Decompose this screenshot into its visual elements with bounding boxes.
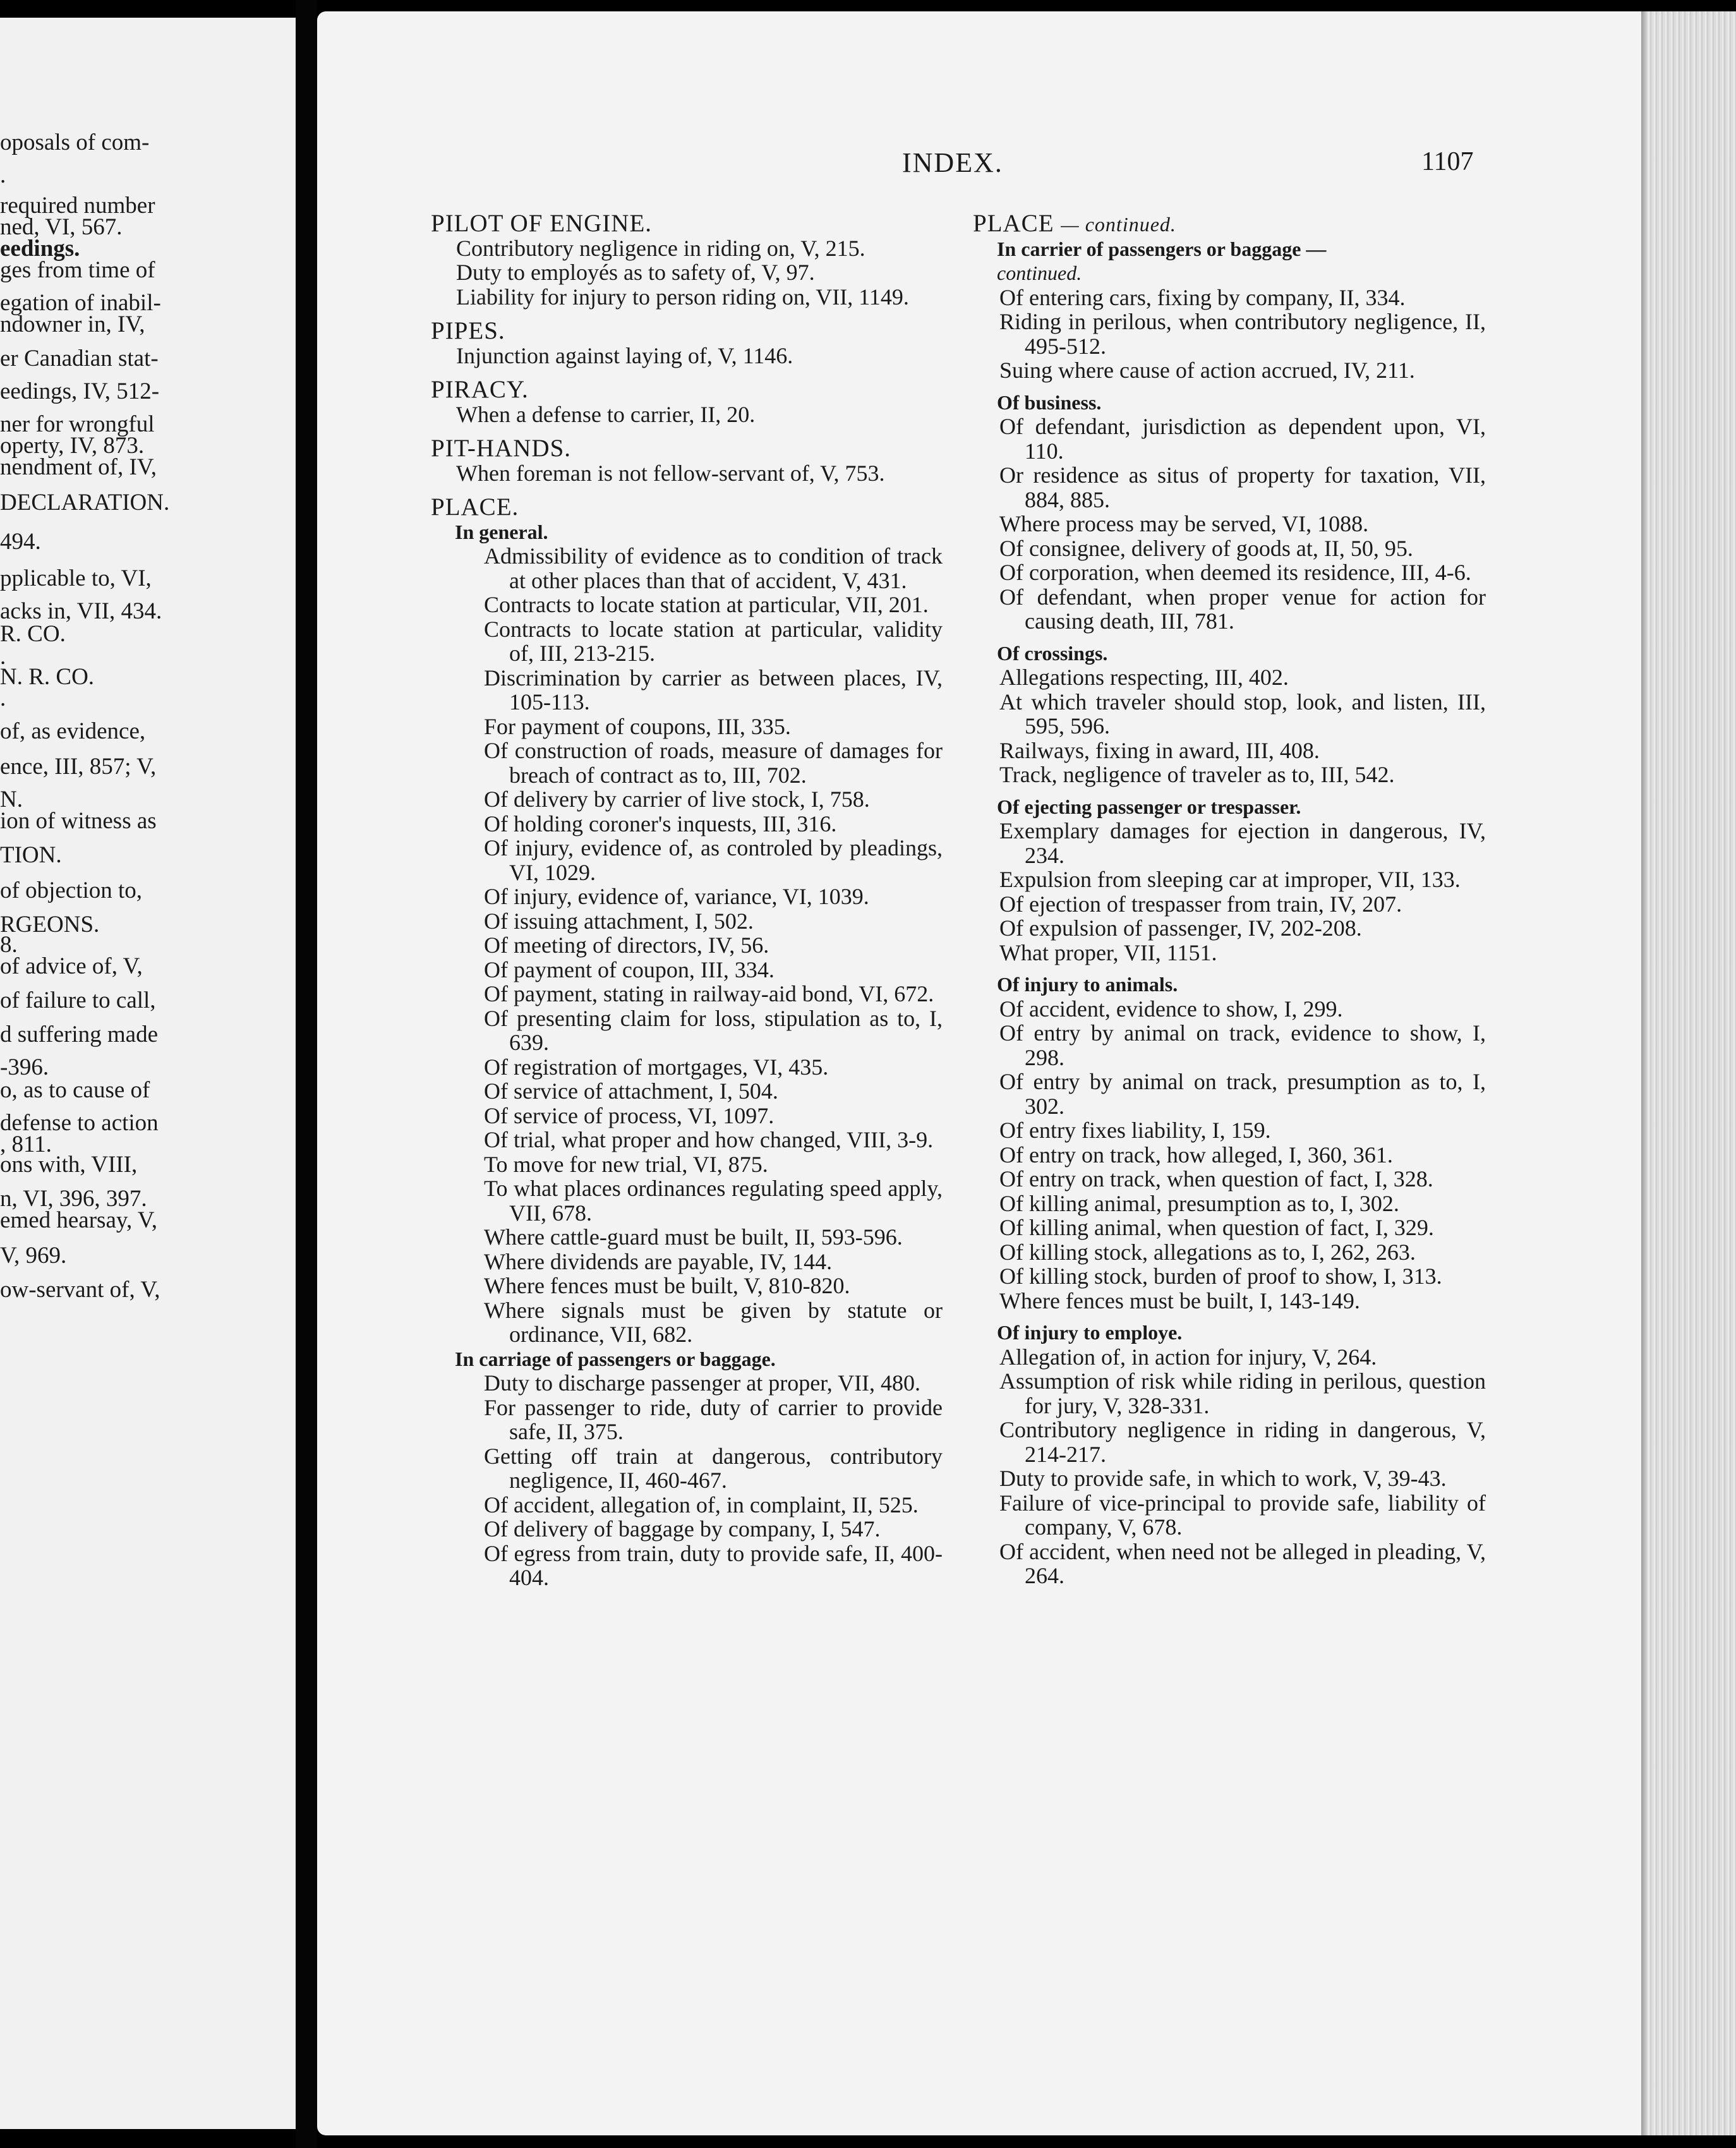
- index-subheading-text: Of business.: [997, 390, 1102, 414]
- left-page-fragment: n, VI, 396, 397.: [0, 1186, 147, 1212]
- index-entry: For payment of coupons, III, 335.: [484, 713, 791, 739]
- index-entry: Contracts to locate station at particular, validity of, III, 213-215.: [484, 616, 943, 666]
- index-entry: Suing where cause of action accrued, IV, 211.: [999, 358, 1415, 383]
- index-entry: Where process may be served, VI, 1088.: [999, 511, 1369, 536]
- left-page-fragment: .: [0, 644, 6, 670]
- left-page-fragment: V, 969.: [0, 1243, 67, 1269]
- index-entry: Of egress from train, duty to provide safe, II, 400-404.: [484, 1540, 943, 1590]
- index-entry: Contributory negligence in riding in dangerous, V, 214-217.: [999, 1417, 1486, 1467]
- index-entry: Of delivery by carrier of live stock, I, 758.: [484, 787, 870, 812]
- left-page-fragment: N. R. CO.: [0, 664, 95, 690]
- left-page-fragment: ons with, VIII,: [0, 1152, 138, 1178]
- index-entry: Admissibility of evidence as to condition of track at other places than that of accident, V, 431.: [484, 543, 943, 593]
- index-entry: Where fences must be built, I, 143-149.: [999, 1288, 1360, 1313]
- index-entry: Of consignee, delivery of goods at, II, 50, 95.: [999, 535, 1413, 561]
- index-heading: PIT-HANDS.: [431, 435, 572, 462]
- index-entry: To what places ordinances regulating speed apply, VII, 678.: [484, 1176, 943, 1226]
- index-subheading: [973, 641, 1486, 666]
- index-entry: Of defendant, when proper venue for action for causing death, III, 781.: [999, 584, 1486, 634]
- index-entry: Duty to employés as to safety of, V, 97.: [456, 260, 815, 285]
- index-column-left: [431, 212, 943, 1590]
- index-entry: Of entry on track, how alleged, I, 360, 361.: [999, 1142, 1393, 1168]
- left-page-fragment: 8.: [0, 932, 18, 958]
- page-number: 1107: [1421, 147, 1474, 176]
- page-edges: [1641, 11, 1736, 2135]
- left-page-fragment: pplicable to, VI,: [0, 565, 152, 591]
- index-heading-group: [431, 437, 943, 485]
- left-page-fragment: ges from time of: [0, 257, 155, 283]
- left-page-fragment: emed hearsay, V,: [0, 1207, 157, 1233]
- index-entry: Exemplary damages for ejection in dangerous, IV, 234.: [999, 818, 1486, 868]
- index-entry: Of accident, allegation of, in complaint, II, 525.: [484, 1492, 919, 1517]
- left-page: [0, 18, 296, 2129]
- left-page-fragment: 494.: [0, 529, 41, 555]
- index-subheading: In general.: [455, 520, 548, 543]
- index-entry: What proper, VII, 1151.: [999, 939, 1217, 965]
- index-entry: Of entry on track, when question of fact, I, 328.: [999, 1166, 1433, 1192]
- index-entry: Of injury, evidence of, variance, VI, 1039.: [484, 884, 869, 909]
- index-heading: PIPES.: [431, 317, 505, 344]
- index-entry: Of payment, stating in railway-aid bond, VI, 672.: [484, 981, 934, 1006]
- index-subheading-text: In carrier of passengers or baggage —: [997, 237, 1327, 260]
- index-entry: Getting off train at dangerous, contributory negligence, II, 460-467.: [484, 1443, 943, 1493]
- running-head: INDEX.: [902, 147, 1003, 178]
- left-page-fragment: oposals of com-: [0, 130, 150, 155]
- index-entry: Contributory negligence in riding on, V, 215.: [456, 235, 865, 261]
- index-entry: Of construction of roads, measure of damages for breach of contract as to, III, 702.: [484, 738, 943, 788]
- index-entry: Allegation of, in action for injury, V, 264.: [999, 1344, 1377, 1370]
- index-entry: Of ejection of trespasser from train, IV, 207.: [999, 891, 1402, 917]
- left-page-fragment: ndowner in, IV,: [0, 311, 145, 337]
- left-page-fragment: egation of inabil-: [0, 290, 161, 316]
- index-entry: Of presenting claim for loss, stipulation as to, I, 639.: [484, 1005, 943, 1055]
- index-entry: Of issuing attachment, I, 502.: [484, 908, 754, 934]
- index-entry: Riding in perilous, when contributory negligence, II, 495-512.: [999, 309, 1486, 359]
- left-page-fragment: of advice of, V,: [0, 953, 143, 979]
- left-page-fragment: .: [0, 685, 6, 711]
- index-entry: Of service of attachment, I, 504.: [484, 1078, 778, 1104]
- continued-label: continued.: [997, 262, 1082, 284]
- index-entry: Of holding coroner's inquests, III, 316.: [484, 811, 837, 836]
- left-page-fragment: TION.: [0, 842, 62, 868]
- book-gutter: [296, 0, 317, 2148]
- index-entry: Duty to discharge passenger at proper, VII, 480.: [484, 1370, 921, 1396]
- left-page-fragment: required number: [0, 193, 155, 219]
- index-entry: Where cattle-guard must be built, II, 593-596.: [484, 1224, 903, 1250]
- index-entry: Of entry by animal on track, evidence to show, I, 298.: [999, 1020, 1486, 1070]
- left-page-fragment: N.: [0, 787, 23, 812]
- left-page-fragment: .: [0, 162, 6, 188]
- index-entry: Of killing animal, presumption as to, I, 302.: [999, 1190, 1399, 1216]
- index-entry: Of entry by animal on track, presumption as to, I, 302.: [999, 1069, 1486, 1119]
- left-page-fragment: RGEONS.: [0, 912, 100, 938]
- index-entry: Of meeting of directors, IV, 56.: [484, 932, 769, 958]
- index-entry: Of injury, evidence of, as controled by pleadings, VI, 1029.: [484, 835, 943, 885]
- index-subheading: [973, 795, 1486, 819]
- continued-label: — continued.: [1061, 213, 1176, 236]
- index-heading: PLACE.: [431, 493, 519, 521]
- index-entry: Contracts to locate station at particular, VII, 201.: [484, 592, 929, 617]
- left-page-fragment: er Canadian stat-: [0, 346, 159, 371]
- left-page-fragment: d suffering made: [0, 1022, 159, 1047]
- index-subheading-text: Of ejecting passenger or trespasser.: [997, 795, 1301, 818]
- index-entry: Where signals must be given by statute or ordinance, VII, 682.: [484, 1297, 943, 1347]
- index-heading-group: [431, 378, 943, 426]
- index-entry: Duty to provide safe, in which to work, V, 39-43.: [999, 1466, 1447, 1491]
- index-entry: Of delivery of baggage by company, I, 547.: [484, 1516, 881, 1542]
- index-subheading: In carriage of passengers or baggage.: [455, 1347, 776, 1370]
- index-entry: Where fences must be built, V, 810-820.: [484, 1273, 850, 1298]
- index-entry: Of service of process, VI, 1097.: [484, 1102, 775, 1128]
- index-entry: Liability for injury to person riding on, VII, 1149.: [456, 284, 909, 310]
- index-heading-text: PLACE: [973, 210, 1054, 237]
- index-entry: Of payment of coupon, III, 334.: [484, 956, 775, 982]
- index-entry: Allegations respecting, III, 402.: [999, 665, 1289, 690]
- index-entry: Of entering cars, fixing by company, II, 334.: [999, 284, 1406, 310]
- index-entry: Of trial, what proper and how changed, VIII, 3-9.: [484, 1127, 934, 1152]
- index-entry: For passenger to ride, duty of carrier to provide safe, II, 375.: [484, 1394, 943, 1444]
- index-subheading: [973, 237, 1486, 286]
- index-heading-group: [431, 495, 943, 1590]
- index-entry: Of accident, evidence to show, I, 299.: [999, 996, 1343, 1022]
- index-entry: Of killing stock, burden of proof to show, I, 313.: [999, 1264, 1442, 1289]
- left-page-fragment: eedings, IV, 512-: [0, 378, 160, 404]
- index-entry: Of killing stock, allegations as to, I, 262, 263.: [999, 1239, 1416, 1265]
- left-page-fragment: defense to action: [0, 1110, 159, 1136]
- index-entry: Where dividends are payable, IV, 144.: [484, 1248, 833, 1274]
- index-heading-group: [431, 319, 943, 368]
- index-heading-group: [431, 212, 943, 309]
- index-entry: Of entry fixes liability, I, 159.: [999, 1118, 1271, 1143]
- left-page-fragment: ow-servant of, V,: [0, 1277, 160, 1303]
- left-page-fragment: ion of witness as: [0, 808, 157, 834]
- left-page-fragment: DECLARATION.: [0, 490, 170, 516]
- index-subheading: [973, 390, 1486, 415]
- index-entry: Or residence as situs of property for taxation, VII, 884, 885.: [999, 462, 1486, 512]
- index-entry: Expulsion from sleeping car at improper, VII, 133.: [999, 867, 1461, 892]
- index-entry: Of corporation, when deemed its residence, III, 4-6.: [999, 560, 1471, 585]
- index-heading: [973, 212, 1486, 237]
- index-subheading-text: Of crossings.: [997, 641, 1108, 665]
- index-entry: At which traveler should stop, look, and listen, III, 595, 596.: [999, 689, 1486, 739]
- left-page-fragment: of, as evidence,: [0, 718, 146, 744]
- left-page-fragment: ned, VI, 567.: [0, 214, 123, 240]
- index-entry: Of accident, when need not be alleged in pleading, V, 264.: [999, 1538, 1486, 1588]
- index-entry: Discrimination by carrier as between places, IV, 105-113.: [484, 665, 943, 715]
- index-subheading-text: Of injury to animals.: [997, 973, 1178, 996]
- index-entry: To move for new trial, VI, 875.: [484, 1151, 768, 1177]
- index-heading: PILOT OF ENGINE.: [431, 210, 653, 237]
- left-page-fragment: -396.: [0, 1054, 49, 1080]
- left-page-fragment: of failure to call,: [0, 987, 156, 1013]
- index-subheading-text: Of injury to employe.: [997, 1321, 1183, 1344]
- left-page-fragment: , 811.: [0, 1131, 52, 1157]
- index-subheading: [973, 972, 1486, 997]
- left-page-fragment: o, as to cause of: [0, 1077, 150, 1103]
- index-column-right: [973, 212, 1486, 1588]
- left-page-fragment: eedings.: [0, 236, 80, 262]
- index-entry: When a defense to carrier, II, 20.: [456, 401, 756, 427]
- left-page-fragment: ence, III, 857; V,: [0, 754, 157, 780]
- index-entry: When foreman is not fellow-servant of, V, 753.: [456, 460, 885, 486]
- index-entry: Railways, fixing in award, III, 408.: [999, 737, 1320, 763]
- index-entry: Assumption of risk while riding in perilous, question for jury, V, 328-331.: [999, 1368, 1486, 1418]
- index-entry: Injunction against laying of, V, 1146.: [456, 342, 793, 368]
- left-page-fragment: operty, IV, 873.: [0, 433, 145, 459]
- index-entry: Track, negligence of traveler as to, III, 542.: [999, 762, 1395, 787]
- index-heading: PIRACY.: [431, 376, 529, 403]
- left-page-fragment: R. CO.: [0, 621, 66, 647]
- left-page-fragment: nendment of, IV,: [0, 454, 157, 480]
- index-entry: Of killing animal, when question of fact, I, 329.: [999, 1215, 1434, 1240]
- index-subheading: [973, 1320, 1486, 1345]
- index-entry: Of expulsion of passenger, IV, 202-208.: [999, 915, 1362, 941]
- left-page-fragment: ner for wrongful: [0, 411, 155, 437]
- left-page-fragment: acks in, VII, 434.: [0, 598, 162, 624]
- left-page-fragment: of objection to,: [0, 878, 143, 903]
- index-entry: Failure of vice-principal to provide safe, liability of company, V, 678.: [999, 1490, 1486, 1540]
- index-entry: Of registration of mortgages, VI, 435.: [484, 1054, 829, 1080]
- index-entry: Of defendant, jurisdiction as dependent upon, VI, 110.: [999, 414, 1486, 464]
